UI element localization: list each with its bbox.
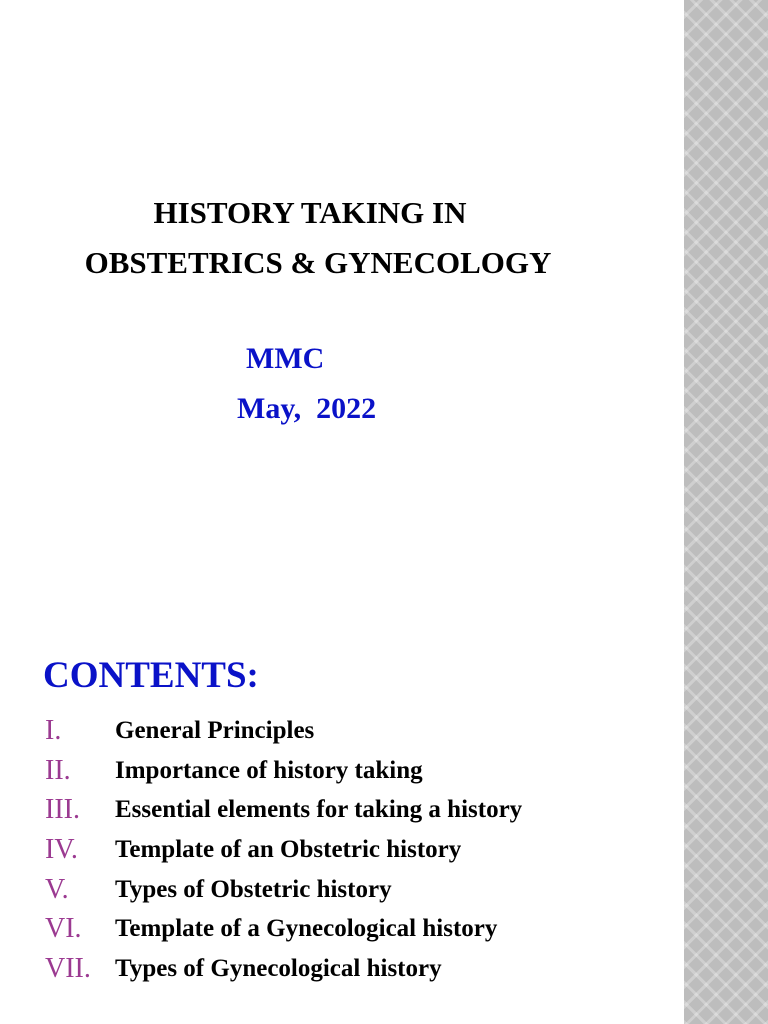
contents-item-text: Template of an Obstetric history xyxy=(115,836,462,864)
title-line-1: HISTORY TAKING IN xyxy=(153,195,467,230)
contents-list xyxy=(0,715,684,993)
contents-item-number: IV. xyxy=(45,834,78,866)
contents-item xyxy=(0,953,684,993)
contents-item xyxy=(0,715,684,755)
contents-item-number: V. xyxy=(45,873,69,905)
contents-item-text: Importance of history taking xyxy=(115,756,423,784)
contents-item-text: General Principles xyxy=(115,717,315,744)
contents-item-text: Essential elements for taking a history xyxy=(115,796,523,824)
contents-item xyxy=(0,834,684,874)
contents-item-text: Template of a Gynecological history xyxy=(115,915,498,943)
contents-item-number: III. xyxy=(45,794,80,826)
contents-item-text: Types of Gynecological history xyxy=(115,955,442,983)
organization: MMC xyxy=(246,342,325,375)
title-line-2: OBSTETRICS & GYNECOLOGY xyxy=(84,245,552,280)
contents-item-number: II. xyxy=(45,754,71,786)
contents-item-number: VII. xyxy=(45,953,91,985)
presentation-date: May, 2022 xyxy=(237,392,377,425)
contents-item xyxy=(0,913,684,953)
contents-heading: CONTENTS: xyxy=(43,655,259,696)
decorative-side-panel xyxy=(684,0,768,1024)
contents-item-number: I. xyxy=(45,715,62,746)
contents-item xyxy=(0,874,684,914)
contents-item xyxy=(0,755,684,795)
contents-item-number: VI. xyxy=(45,913,82,945)
contents-item xyxy=(0,794,684,834)
contents-item-text: Types of Obstetric history xyxy=(115,875,392,903)
